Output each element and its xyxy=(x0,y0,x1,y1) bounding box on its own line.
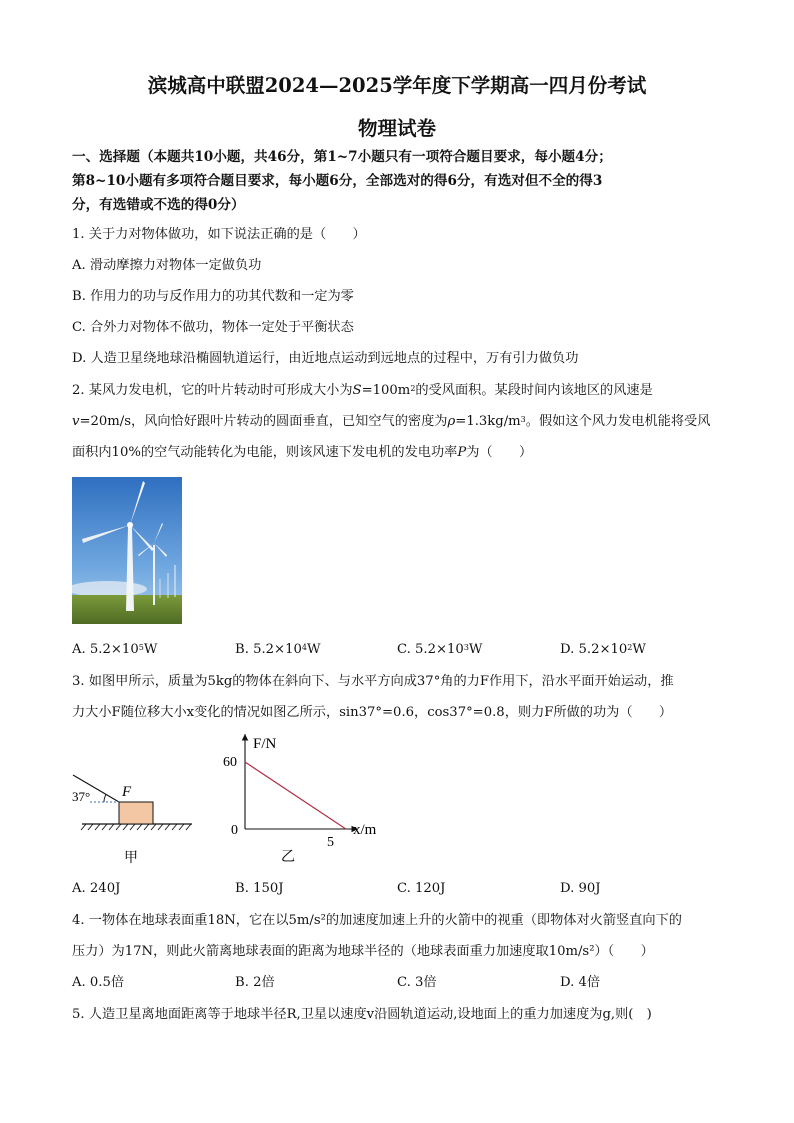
q2-line3 xyxy=(72,444,532,462)
section-heading-line1: 一、选择题（本题共10小题，共46分，第1~7小题只有一项符合题目要求，每小题4分； xyxy=(72,149,612,165)
q2-option-unit: W xyxy=(468,642,483,657)
q2-option-d xyxy=(560,641,646,659)
ground-hatching xyxy=(81,824,191,830)
q2-option-text: C. 5.2×10 xyxy=(397,642,464,657)
q2-option-text: B. 5.2×10 xyxy=(235,642,302,657)
figure-yi-chart xyxy=(215,728,395,868)
paper-title: 滨城高中联盟2024—2025学年度下学期高一四月份考试 xyxy=(147,74,647,97)
q2-text: 为（ ） xyxy=(466,445,533,460)
force-label: F xyxy=(122,784,132,800)
q2-text: 。假如这个风力发电机能将受风 xyxy=(525,414,711,429)
q2-var-s: S xyxy=(352,383,362,398)
block xyxy=(119,802,153,824)
q2-option-exp: 3 xyxy=(463,643,469,652)
x-tick-label-5: 5 xyxy=(327,835,334,850)
x-axis-label: x/m xyxy=(353,822,377,838)
q2-option-exp: 5 xyxy=(138,643,144,652)
figure-yi-caption: 乙 xyxy=(281,849,295,865)
series-line-segment xyxy=(245,762,346,829)
q2-line1 xyxy=(72,382,653,400)
q2-option-a xyxy=(72,641,157,659)
q2-text: =1.3kg/m xyxy=(455,414,521,429)
q1-option-b: B. 作用力的功与反作用力的功其代数和一定为零 xyxy=(72,289,354,304)
q1-option-c: C. 合外力对物体不做功，物体一定处于平衡状态 xyxy=(72,320,354,335)
q3-line2: 力大小F随位移大小x变化的情况如图乙所示，sin37°=0.6，cos37°=0.8，则力F所做的功为（ ） xyxy=(72,705,673,720)
angle-label: 37° xyxy=(72,789,91,804)
q1-option-d: D. 人造卫星绕地球沿椭圆轨道运行，由近地点运动到远地点的过程中，万有引力做负功 xyxy=(72,351,579,366)
q2-option-unit: W xyxy=(143,642,158,657)
q2-option-exp: 4 xyxy=(301,643,307,652)
q3-line1: 3. 如图甲所示，质量为5kg的物体在斜向下、与水平方向成37°角的力F作用下，沿水平面开始运动，推 xyxy=(72,674,674,689)
q1-stem: 1. 关于力对物体做功，如下说法正确的是（ ） xyxy=(72,227,366,242)
figure-jia xyxy=(60,765,210,865)
q4-option-c: C. 3倍 xyxy=(397,975,437,990)
y-tick-label-0: 0 xyxy=(231,823,238,838)
wind-turbine-photo xyxy=(72,477,182,624)
q2-sup: 2 xyxy=(410,384,416,393)
q2-option-b xyxy=(235,641,321,659)
q4-option-b: B. 2倍 xyxy=(235,975,275,990)
q2-text: 的受风面积。某段时间内该地区的风速是 xyxy=(415,383,653,398)
section-heading-line3: 分，有选错或不选的得0分） xyxy=(72,197,245,213)
q2-var-rho: ρ xyxy=(447,414,456,429)
q1-option-a: A. 滑动摩擦力对物体一定做负功 xyxy=(72,258,262,273)
paper-subtitle: 物理试卷 xyxy=(357,117,436,140)
q2-text: 面积内10%的空气动能转化为电能，则该风速下发电机的发电功率 xyxy=(72,445,458,460)
q4-line2: 压力）为17N，则此火箭离地球表面的距离为地球半径的（地球表面重力加速度取10m/s²）（ ） xyxy=(72,944,654,959)
angle-arc xyxy=(104,795,106,803)
q2-text: =20m/s，风向恰好跟叶片转动的圆面垂直，已知空气的密度为 xyxy=(79,414,448,429)
q2-option-unit: W xyxy=(632,642,646,657)
q2-line2 xyxy=(72,413,710,431)
q3-option-c: C. 120J xyxy=(397,881,446,896)
q3-option-b: B. 150J xyxy=(235,881,284,896)
q4-option-a: A. 0.5倍 xyxy=(72,975,125,990)
q3-option-d: D. 90J xyxy=(560,881,601,896)
q4-line1: 4. 一物体在地球表面重18N，它在以5m/s²的加速度加速上升的火箭中的视重（即物体对火箭竖直向下的 xyxy=(72,913,682,928)
q2-var-v: v xyxy=(72,414,80,429)
q2-option-unit: W xyxy=(306,642,321,657)
q3-option-a: A. 240J xyxy=(72,881,121,896)
y-tick-label-60: 60 xyxy=(223,755,237,770)
q2-option-exp: 2 xyxy=(627,643,633,652)
q2-var-p: P xyxy=(457,445,467,460)
figure-jia-caption: 甲 xyxy=(124,850,138,865)
q2-sup: 3 xyxy=(520,415,526,424)
q2-text: =100m xyxy=(361,383,411,398)
q4-option-d: D. 4倍 xyxy=(560,975,601,990)
section-heading-line2: 第8~10小题有多项符合题目要求，每小题6分，全部选对的得6分，有选对但不全的得3 xyxy=(72,173,603,189)
q2-text: 2. 某风力发电机，它的叶片转动时可形成大小为 xyxy=(72,383,353,398)
q2-option-text: D. 5.2×10 xyxy=(560,642,628,657)
y-axis-label: F/N xyxy=(253,736,277,752)
q2-option-c xyxy=(397,641,482,659)
q5-line1: 5. 人造卫星离地面距离等于地球半径R,卫星以速度v沿圆轨道运动,设地面上的重力加速度为g,则( ) xyxy=(72,1007,652,1022)
q2-option-text: A. 5.2×10 xyxy=(72,642,139,657)
